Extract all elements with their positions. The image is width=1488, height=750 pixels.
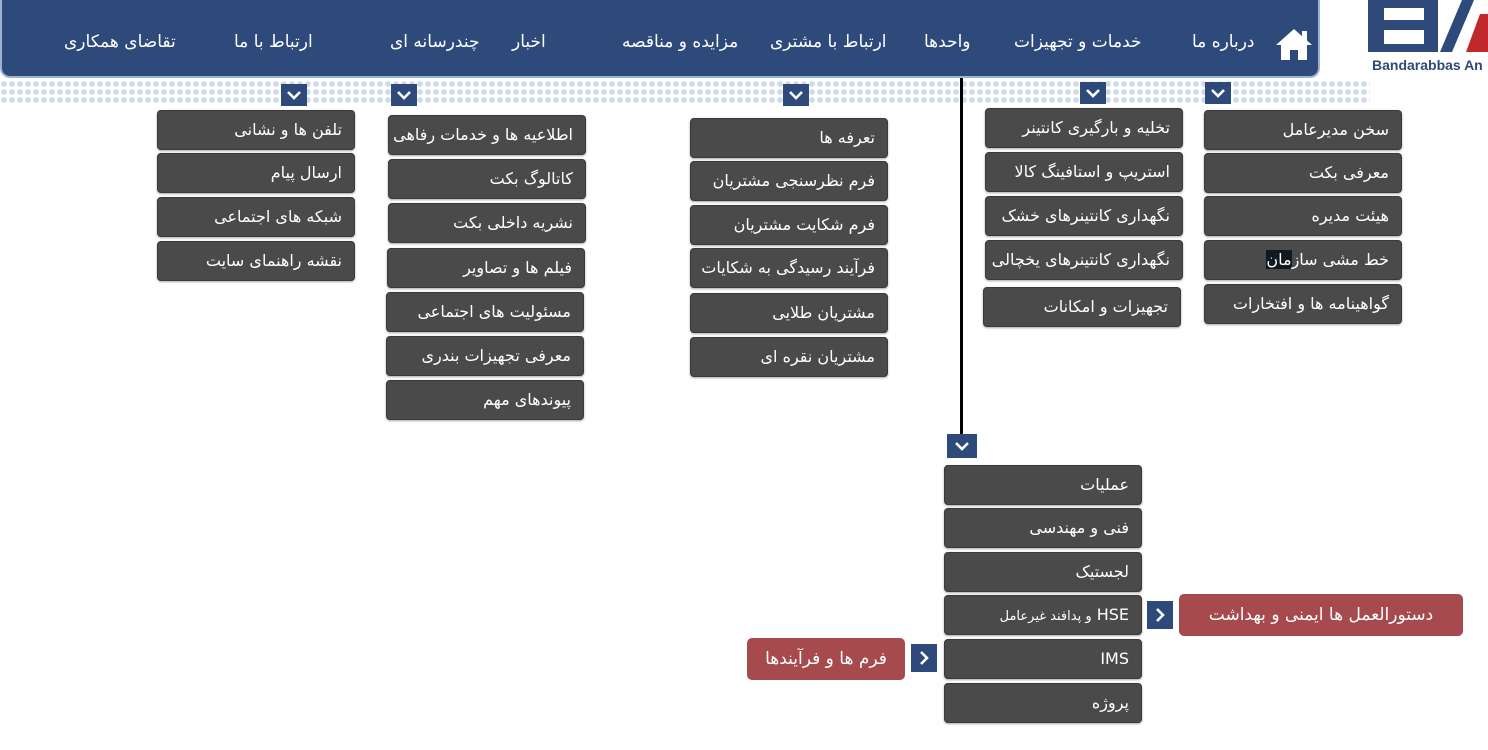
menu-item-policy[interactable] — [1204, 240, 1402, 280]
menu-item-engineering[interactable]: فنی و مهندسی — [944, 508, 1142, 548]
menu-item-hse[interactable] — [944, 595, 1142, 635]
menu-item-ims[interactable]: IMS — [944, 639, 1142, 679]
text-selection-highlight: مان — [1266, 250, 1292, 269]
company-logo[interactable] — [1358, 0, 1488, 78]
policy-text: خط مشی ساز — [1291, 250, 1389, 269]
menu-item-ceo-speech[interactable]: سخن مدیرعامل — [1204, 110, 1402, 150]
chevron-left-icon — [1155, 608, 1165, 622]
menu-item-complaint-process[interactable]: فرآیند رسیدگی به شکایات — [690, 248, 888, 288]
menu-item-dry-containers[interactable]: نگهداری کانتینرهای خشک — [985, 196, 1183, 236]
menu-item-certificates[interactable]: گواهینامه ها و افتخارات — [1204, 284, 1402, 324]
chevron-down-icon — [1086, 88, 1100, 98]
hse-submenu-arrow[interactable] — [1147, 601, 1173, 629]
main-navbar — [0, 0, 1320, 78]
nav-item-customer[interactable]: ارتباط با مشتری — [770, 32, 887, 52]
nav-item-news[interactable]: اخبار — [512, 32, 546, 52]
menu-item-equipment[interactable]: تجهیزات و امکانات — [983, 287, 1181, 327]
menu-item-board[interactable]: هیئت مدیره — [1204, 196, 1402, 236]
menu-item-reefer-containers[interactable]: نگهداری کانتینرهای یخچالی — [985, 240, 1183, 280]
menu-item-gold-customers[interactable]: مشتریان طلایی — [690, 293, 888, 333]
menu-item-social-networks[interactable]: شبکه های اجتماعی — [157, 197, 355, 237]
menu-item-introduction[interactable]: معرفی بکت — [1204, 153, 1402, 193]
menu-item-survey-form[interactable]: فرم نظرسنجی مشتریان — [690, 161, 888, 201]
contact-dropdown-arrow[interactable] — [281, 84, 307, 106]
menu-item-announcements[interactable]: اطلاعیه ها و خدمات رفاهی — [388, 115, 586, 155]
menu-item-links[interactable]: پیوندهای مهم — [386, 380, 584, 420]
nav-item-about[interactable]: درباره ما — [1192, 32, 1255, 52]
logo-text: Bandarabbas An — [1372, 57, 1483, 73]
submenu-forms-processes[interactable]: فرم ها و فرآیندها — [747, 638, 905, 680]
connector-line — [960, 78, 963, 434]
ims-submenu-arrow[interactable] — [911, 644, 937, 672]
logo-mark-icon — [1358, 0, 1488, 56]
menu-item-sitemap[interactable]: نقشه راهنمای سایت — [157, 241, 355, 281]
services-dropdown-arrow[interactable] — [1080, 82, 1106, 104]
nav-item-contact[interactable]: ارتباط با ما — [234, 32, 313, 52]
menu-item-complaint-form[interactable]: فرم شکایت مشتریان — [690, 205, 888, 245]
menu-item-send-message[interactable]: ارسال پیام — [157, 153, 355, 193]
home-icon[interactable] — [1274, 26, 1314, 62]
chevron-down-icon — [397, 90, 411, 100]
menu-item-social-responsibility[interactable]: مسئولیت های اجتماعی — [386, 292, 584, 332]
nav-item-multimedia[interactable]: چندرسانه ای — [390, 32, 480, 52]
customer-dropdown-arrow[interactable] — [783, 84, 809, 106]
menu-item-videos-images[interactable]: فیلم ها و تصاویر — [387, 248, 585, 288]
menu-item-tariffs[interactable]: تعرفه ها — [690, 118, 888, 158]
submenu-safety-instructions[interactable]: دستورالعمل ها ایمنی و بهداشت — [1179, 594, 1463, 636]
multimedia-dropdown-arrow[interactable] — [391, 84, 417, 106]
hse-label: HSE — [1096, 605, 1129, 624]
chevron-down-icon — [789, 90, 803, 100]
menu-item-stripping[interactable]: استریپ و استافینگ کالا — [985, 152, 1183, 192]
chevron-down-icon — [287, 90, 301, 100]
chevron-left-icon — [919, 651, 929, 665]
menu-item-container-loading[interactable]: تخلیه و بارگیری کانتینر — [985, 108, 1183, 148]
menu-item-internal-newsletter[interactable]: نشریه داخلی بکت — [388, 203, 586, 243]
about-dropdown-arrow[interactable] — [1205, 82, 1231, 104]
menu-item-phones-address[interactable]: تلفن ها و نشانی — [157, 110, 355, 150]
nav-item-tenders[interactable]: مزایده و مناقصه — [622, 32, 739, 52]
decorative-dots — [0, 80, 1370, 104]
units-dropdown-arrow[interactable] — [947, 434, 977, 458]
nav-item-cooperation[interactable]: تقاضای همکاری — [64, 32, 176, 52]
menu-item-project[interactable]: پروژه — [944, 683, 1142, 723]
menu-item-port-equipment[interactable]: معرفی تجهیزات بندری — [386, 336, 584, 376]
menu-item-catalog[interactable]: کاتالوگ بکت — [388, 159, 586, 199]
menu-item-operations[interactable]: عملیات — [944, 465, 1142, 505]
menu-item-silver-customers[interactable]: مشتریان نقره ای — [690, 337, 888, 377]
chevron-down-icon — [955, 441, 969, 451]
hse-sub-label: و پدافند غیرعامل — [999, 609, 1092, 624]
nav-item-units[interactable]: واحدها — [924, 32, 971, 52]
nav-item-services[interactable]: خدمات و تجهیزات — [1014, 32, 1142, 52]
menu-item-logistics[interactable]: لجستیک — [944, 552, 1142, 592]
chevron-down-icon — [1211, 88, 1225, 98]
